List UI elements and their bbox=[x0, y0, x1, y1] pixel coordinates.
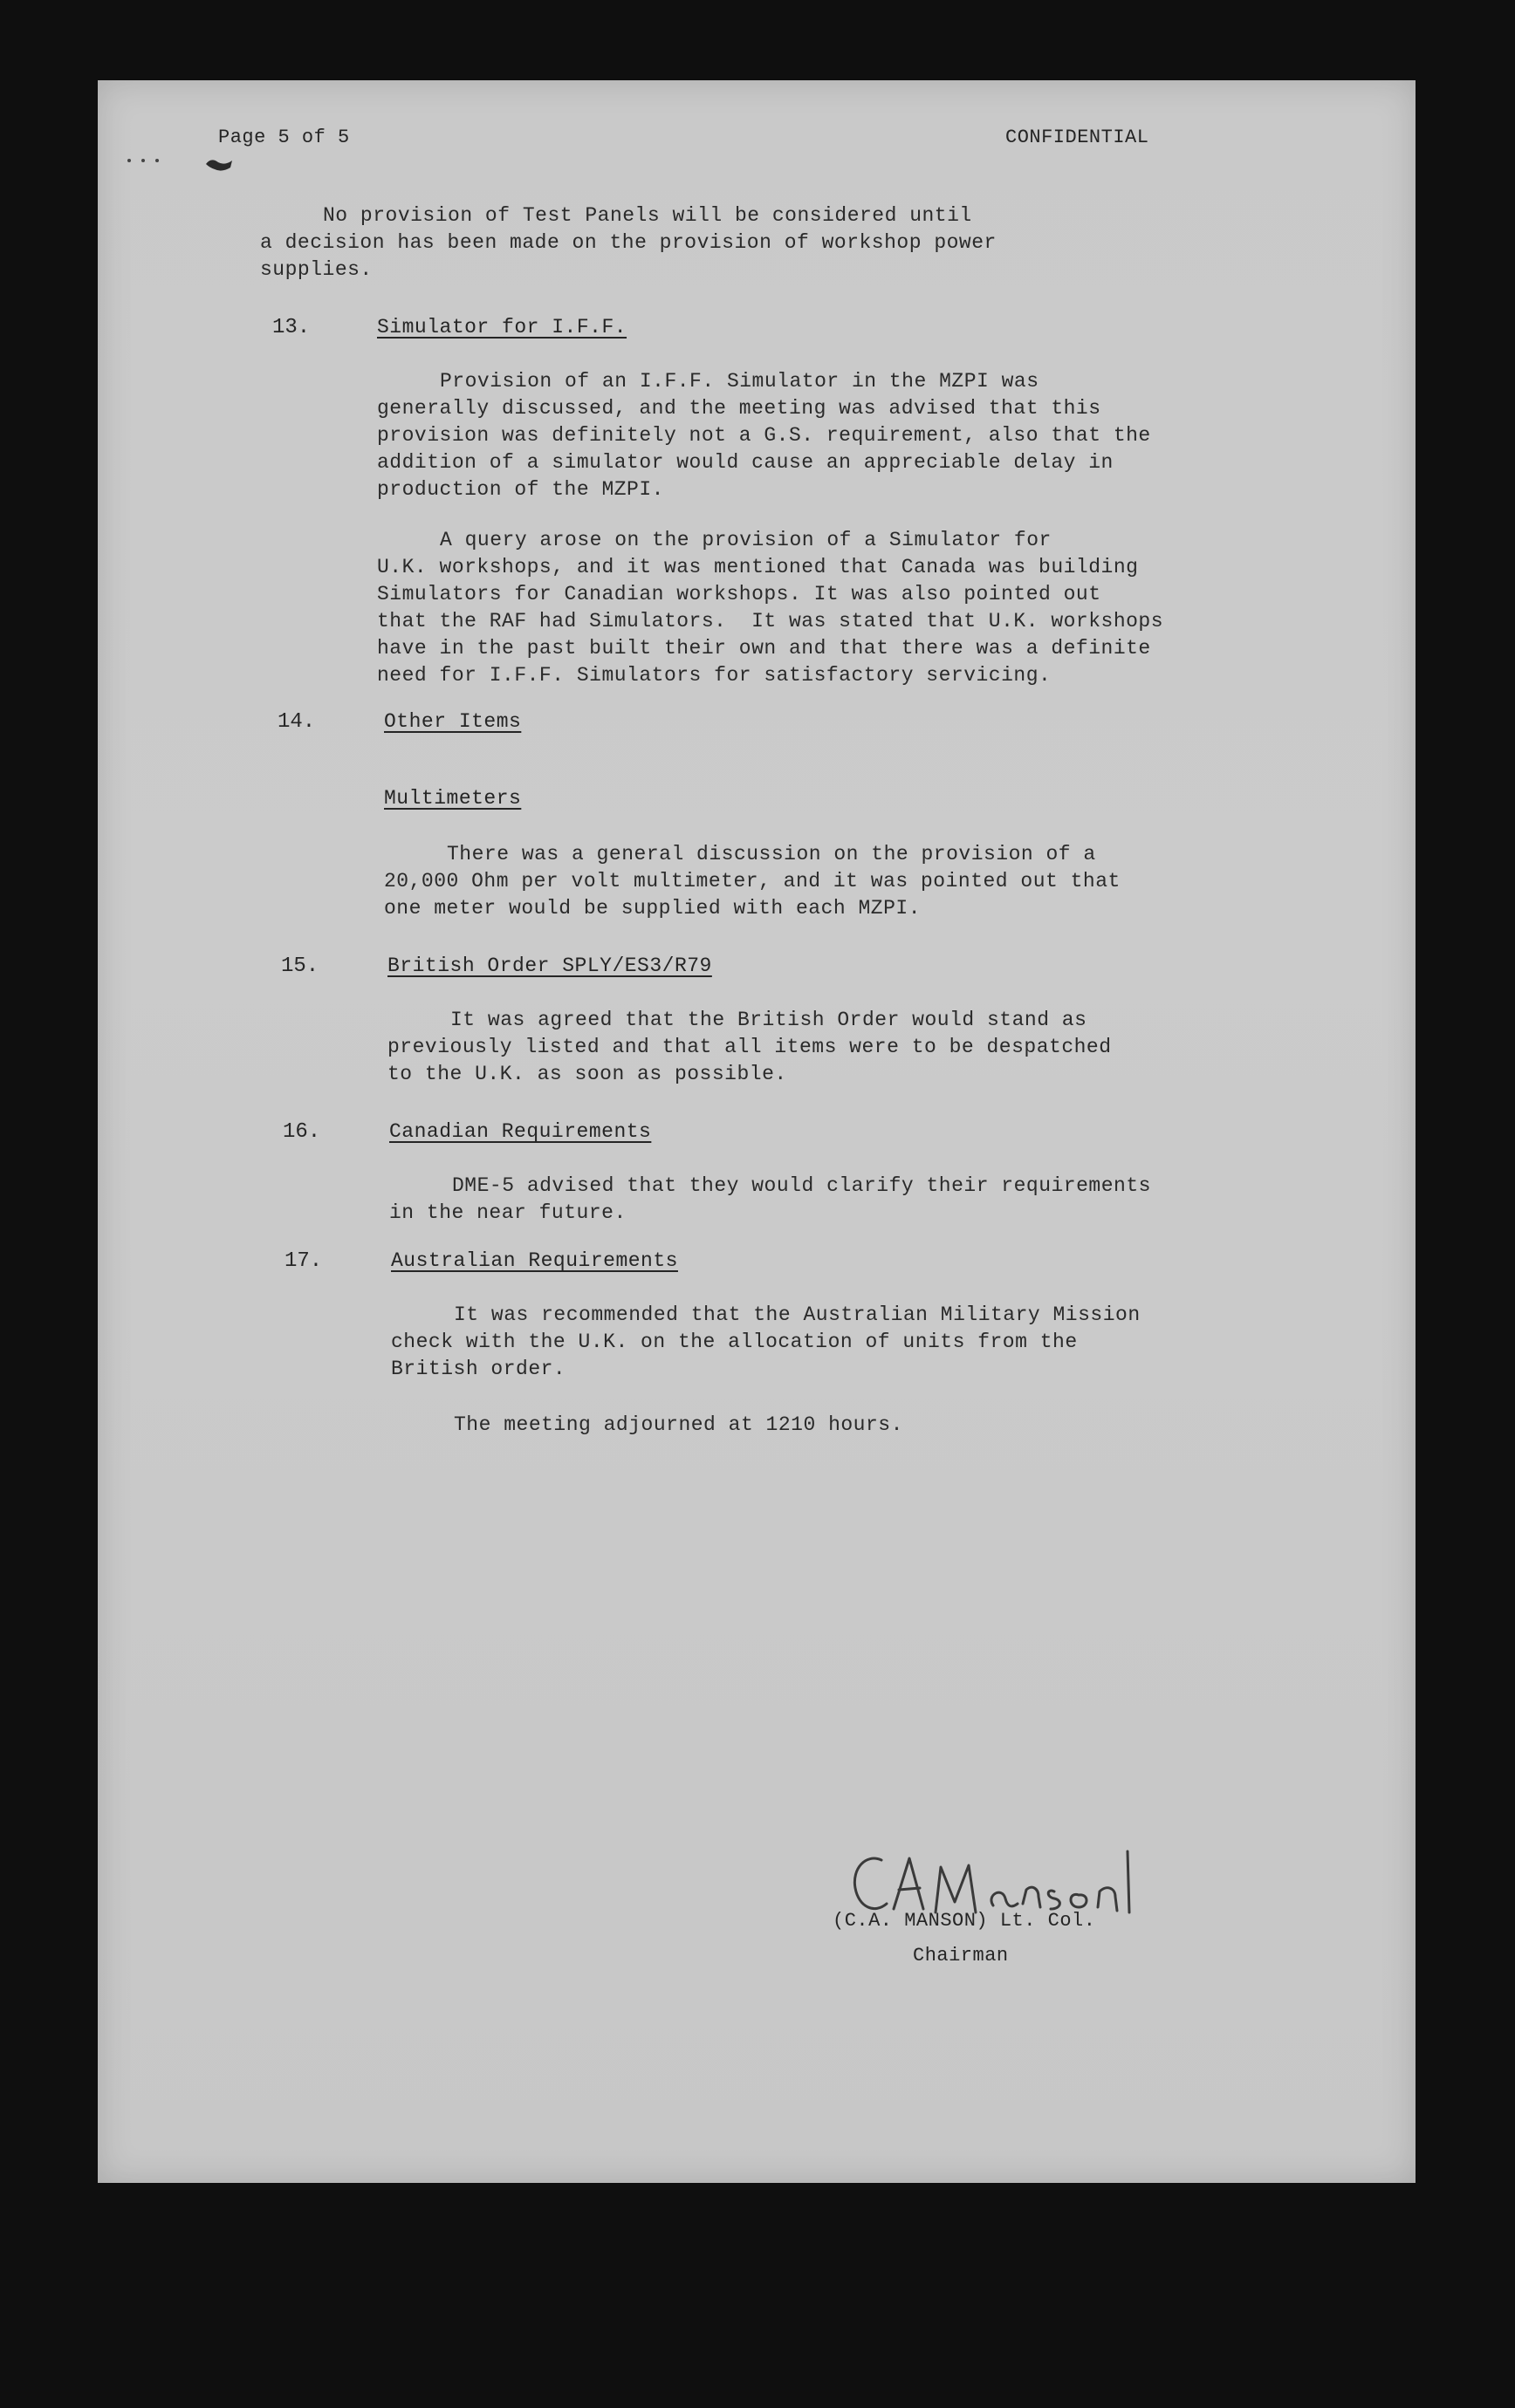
paragraph-line: Provision of an I.F.F. Simulator in the MZPI was bbox=[440, 370, 1039, 393]
paragraph-line: There was a general discussion on the provision of a bbox=[447, 843, 1096, 865]
paragraph-line: The meeting adjourned at 1210 hours. bbox=[454, 1413, 903, 1436]
paragraph-line: It was agreed that the British Order would stand as bbox=[450, 1009, 1087, 1031]
paragraph-line: generally discussed, and the meeting was advised that this bbox=[377, 397, 1101, 420]
paragraph-line: one meter would be supplied with each MZPI. bbox=[384, 897, 921, 920]
section-title: Simulator for I.F.F. bbox=[377, 316, 627, 339]
section-number: 15. bbox=[281, 954, 319, 978]
paragraph-line: addition of a simulator would cause an appreciable delay in bbox=[377, 451, 1114, 474]
section-paragraph bbox=[391, 1302, 1141, 1383]
section-number: 16. bbox=[283, 1120, 321, 1144]
paragraph-line: production of the MZPI. bbox=[377, 478, 664, 501]
paragraph-line: need for I.F.F. Simulators for satisfactory servicing. bbox=[377, 664, 1052, 687]
section-title: British Order SPLY/ES3/R79 bbox=[387, 954, 712, 977]
signatory-name: (C.A. MANSON) Lt. Col. bbox=[833, 1910, 1096, 1932]
classification-label: CONFIDENTIAL bbox=[1005, 127, 1149, 148]
paragraph-line: Simulators for Canadian workshops. It was also pointed out bbox=[377, 583, 1101, 605]
signatory-role: Chairman bbox=[913, 1945, 1009, 1967]
paragraph-line: British order. bbox=[391, 1358, 566, 1380]
paragraph-line: DME-5 advised that they would clarify their requirements bbox=[452, 1174, 1151, 1197]
paragraph-line: that the RAF had Simulators. It was stated that U.K. workshops bbox=[377, 610, 1164, 633]
paragraph-line: check with the U.K. on the allocation of units from the bbox=[391, 1331, 1078, 1353]
intro-line: supplies. bbox=[260, 258, 373, 281]
section-title: Canadian Requirements bbox=[389, 1120, 652, 1143]
paragraph-line: to the U.K. as soon as possible. bbox=[387, 1063, 787, 1085]
scan-mark bbox=[124, 152, 246, 178]
section-number: 14. bbox=[278, 710, 316, 734]
paragraph-line: U.K. workshops, and it was mentioned that Canada was building bbox=[377, 556, 1139, 578]
intro-line: a decision has been made on the provision of workshop power bbox=[260, 231, 997, 254]
paragraph-line: have in the past built their own and that there was a definite bbox=[377, 637, 1151, 660]
paragraph-line: provision was definitely not a G.S. requirement, also that the bbox=[377, 424, 1151, 447]
paragraph-line: 20,000 Ohm per volt multimeter, and it was pointed out that bbox=[384, 870, 1121, 893]
document-page bbox=[98, 80, 1416, 2183]
page-number: Page 5 of 5 bbox=[218, 127, 350, 148]
section-title: Other Items bbox=[384, 710, 522, 733]
section-paragraph bbox=[377, 368, 1151, 503]
section-subheading: Multimeters bbox=[384, 787, 522, 810]
paragraph-line: previously listed and that all items were to be despatched bbox=[387, 1036, 1112, 1058]
section-number: 17. bbox=[284, 1249, 323, 1273]
section-title: Australian Requirements bbox=[391, 1249, 678, 1272]
section-paragraph bbox=[384, 841, 1121, 922]
section-paragraph bbox=[387, 1007, 1112, 1088]
intro-paragraph bbox=[260, 202, 997, 284]
paragraph-line: It was recommended that the Australian Military Mission bbox=[454, 1303, 1141, 1326]
paragraph-line: in the near future. bbox=[389, 1201, 627, 1224]
intro-line: No provision of Test Panels will be considered until bbox=[323, 204, 972, 227]
section-number: 13. bbox=[272, 316, 311, 339]
section-paragraph bbox=[377, 527, 1163, 689]
paragraph-line: A query arose on the provision of a Simulator for bbox=[440, 529, 1052, 551]
section-paragraph bbox=[389, 1173, 1151, 1227]
closing-paragraph bbox=[391, 1412, 903, 1439]
